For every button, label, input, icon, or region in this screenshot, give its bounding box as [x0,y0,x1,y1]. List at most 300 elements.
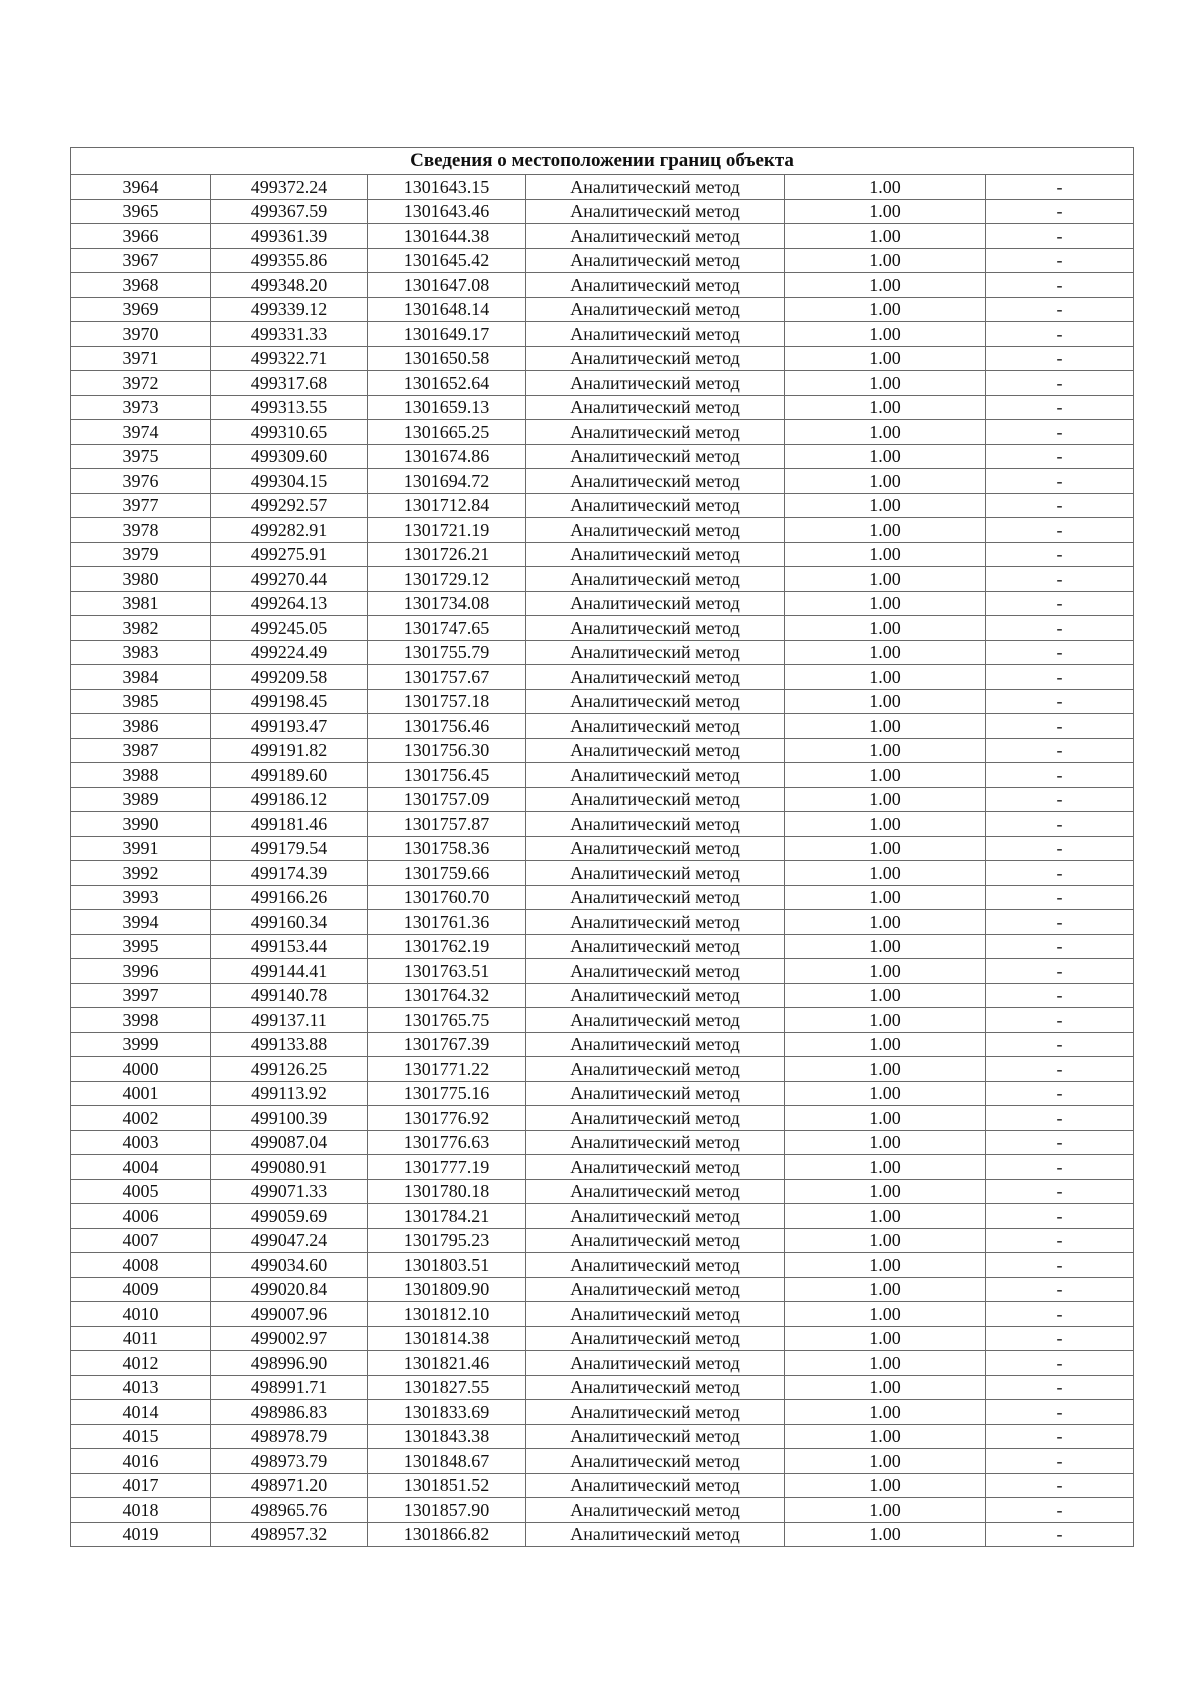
x-coordinate-cell: 499137.11 [211,1008,368,1033]
description-cell: - [986,1522,1134,1547]
point-number-cell: 3999 [71,1032,211,1057]
accuracy-cell: 1.00 [785,812,986,837]
x-coordinate-cell: 499355.86 [211,248,368,273]
description-cell: - [986,371,1134,396]
method-cell: Аналитический метод [526,640,785,665]
method-cell: Аналитический метод [526,763,785,788]
point-number-cell: 4012 [71,1351,211,1376]
description-cell: - [986,738,1134,763]
y-coordinate-cell: 1301784.21 [368,1204,526,1229]
description-cell: - [986,1326,1134,1351]
point-number-cell: 3987 [71,738,211,763]
method-cell: Аналитический метод [526,1081,785,1106]
point-number-cell: 3979 [71,542,211,567]
x-coordinate-cell: 498991.71 [211,1375,368,1400]
table-body [71,175,1134,1547]
accuracy-cell: 1.00 [785,248,986,273]
x-coordinate-cell: 499372.24 [211,175,368,200]
accuracy-cell: 1.00 [785,885,986,910]
description-cell: - [986,346,1134,371]
description-cell: - [986,273,1134,298]
method-cell: Аналитический метод [526,1400,785,1425]
table-row [71,542,1134,567]
x-coordinate-cell: 499100.39 [211,1106,368,1131]
point-number-cell: 4004 [71,1155,211,1180]
accuracy-cell: 1.00 [785,542,986,567]
x-coordinate-cell: 499367.59 [211,199,368,224]
description-cell: - [986,836,1134,861]
accuracy-cell: 1.00 [785,910,986,935]
point-number-cell: 3967 [71,248,211,273]
method-cell: Аналитический метод [526,1277,785,1302]
description-cell: - [986,444,1134,469]
x-coordinate-cell: 499275.91 [211,542,368,567]
point-number-cell: 3966 [71,224,211,249]
y-coordinate-cell: 1301756.45 [368,763,526,788]
description-cell: - [986,1473,1134,1498]
x-coordinate-cell: 499198.45 [211,689,368,714]
y-coordinate-cell: 1301780.18 [368,1179,526,1204]
point-number-cell: 3996 [71,959,211,984]
accuracy-cell: 1.00 [785,1277,986,1302]
method-cell: Аналитический метод [526,1008,785,1033]
table-row [71,518,1134,543]
point-number-cell: 4013 [71,1375,211,1400]
table-row [71,273,1134,298]
x-coordinate-cell: 499160.34 [211,910,368,935]
accuracy-cell: 1.00 [785,322,986,347]
method-cell: Аналитический метод [526,493,785,518]
table-row [71,1155,1134,1180]
y-coordinate-cell: 1301758.36 [368,836,526,861]
accuracy-cell: 1.00 [785,1179,986,1204]
y-coordinate-cell: 1301647.08 [368,273,526,298]
description-cell: - [986,1155,1134,1180]
accuracy-cell: 1.00 [785,861,986,886]
point-number-cell: 3976 [71,469,211,494]
accuracy-cell: 1.00 [785,1375,986,1400]
description-cell: - [986,861,1134,886]
method-cell: Аналитический метод [526,861,785,886]
accuracy-cell: 1.00 [785,1130,986,1155]
y-coordinate-cell: 1301756.46 [368,714,526,739]
x-coordinate-cell: 499080.91 [211,1155,368,1180]
y-coordinate-cell: 1301809.90 [368,1277,526,1302]
point-number-cell: 3983 [71,640,211,665]
accuracy-cell: 1.00 [785,273,986,298]
description-cell: - [986,322,1134,347]
table-row [71,640,1134,665]
table-row [71,1400,1134,1425]
x-coordinate-cell: 499191.82 [211,738,368,763]
accuracy-cell: 1.00 [785,567,986,592]
y-coordinate-cell: 1301760.70 [368,885,526,910]
method-cell: Аналитический метод [526,444,785,469]
accuracy-cell: 1.00 [785,934,986,959]
x-coordinate-cell: 499174.39 [211,861,368,886]
description-cell: - [986,493,1134,518]
point-number-cell: 3986 [71,714,211,739]
accuracy-cell: 1.00 [785,1302,986,1327]
point-number-cell: 3985 [71,689,211,714]
method-cell: Аналитический метод [526,248,785,273]
accuracy-cell: 1.00 [785,616,986,641]
table-row [71,493,1134,518]
y-coordinate-cell: 1301734.08 [368,591,526,616]
x-coordinate-cell: 499304.15 [211,469,368,494]
accuracy-cell: 1.00 [785,665,986,690]
description-cell: - [986,885,1134,910]
table-row [71,763,1134,788]
point-number-cell: 4010 [71,1302,211,1327]
table-row [71,1375,1134,1400]
table-row [71,665,1134,690]
y-coordinate-cell: 1301712.84 [368,493,526,518]
y-coordinate-cell: 1301674.86 [368,444,526,469]
accuracy-cell: 1.00 [785,1106,986,1131]
description-cell: - [986,1498,1134,1523]
method-cell: Аналитический метод [526,175,785,200]
table-row [71,885,1134,910]
accuracy-cell: 1.00 [785,444,986,469]
y-coordinate-cell: 1301848.67 [368,1449,526,1474]
method-cell: Аналитический метод [526,542,785,567]
accuracy-cell: 1.00 [785,1057,986,1082]
y-coordinate-cell: 1301652.64 [368,371,526,396]
method-cell: Аналитический метод [526,1032,785,1057]
description-cell: - [986,983,1134,1008]
point-number-cell: 4003 [71,1130,211,1155]
table-row [71,444,1134,469]
accuracy-cell: 1.00 [785,787,986,812]
point-number-cell: 4018 [71,1498,211,1523]
table-title: Сведения о местоположении границ объекта [71,148,1134,175]
accuracy-cell: 1.00 [785,983,986,1008]
description-cell: - [986,1204,1134,1229]
y-coordinate-cell: 1301857.90 [368,1498,526,1523]
x-coordinate-cell: 499189.60 [211,763,368,788]
point-number-cell: 4011 [71,1326,211,1351]
method-cell: Аналитический метод [526,1326,785,1351]
y-coordinate-cell: 1301759.66 [368,861,526,886]
method-cell: Аналитический метод [526,1449,785,1474]
point-number-cell: 3970 [71,322,211,347]
x-coordinate-cell: 498978.79 [211,1424,368,1449]
point-number-cell: 3998 [71,1008,211,1033]
y-coordinate-cell: 1301757.09 [368,787,526,812]
description-cell: - [986,469,1134,494]
table-row [71,861,1134,886]
table-row [71,1277,1134,1302]
y-coordinate-cell: 1301648.14 [368,297,526,322]
table-row [71,1204,1134,1229]
y-coordinate-cell: 1301814.38 [368,1326,526,1351]
method-cell: Аналитический метод [526,297,785,322]
description-cell: - [986,1130,1134,1155]
table-row [71,1326,1134,1351]
point-number-cell: 4015 [71,1424,211,1449]
y-coordinate-cell: 1301665.25 [368,420,526,445]
method-cell: Аналитический метод [526,1351,785,1376]
y-coordinate-cell: 1301765.75 [368,1008,526,1033]
table-row [71,616,1134,641]
point-number-cell: 3965 [71,199,211,224]
x-coordinate-cell: 499264.13 [211,591,368,616]
table-row [71,591,1134,616]
accuracy-cell: 1.00 [785,1008,986,1033]
accuracy-cell: 1.00 [785,836,986,861]
method-cell: Аналитический метод [526,1375,785,1400]
description-cell: - [986,224,1134,249]
x-coordinate-cell: 498957.32 [211,1522,368,1547]
point-number-cell: 3978 [71,518,211,543]
description-cell: - [986,542,1134,567]
table-row [71,1032,1134,1057]
point-number-cell: 4002 [71,1106,211,1131]
x-coordinate-cell: 498965.76 [211,1498,368,1523]
table-row [71,175,1134,200]
description-cell: - [986,1008,1134,1033]
point-number-cell: 3971 [71,346,211,371]
point-number-cell: 3988 [71,763,211,788]
table-row [71,297,1134,322]
method-cell: Аналитический метод [526,346,785,371]
x-coordinate-cell: 499193.47 [211,714,368,739]
x-coordinate-cell: 499071.33 [211,1179,368,1204]
table-row [71,371,1134,396]
method-cell: Аналитический метод [526,395,785,420]
accuracy-cell: 1.00 [785,1522,986,1547]
table-row [71,567,1134,592]
method-cell: Аналитический метод [526,885,785,910]
accuracy-cell: 1.00 [785,1449,986,1474]
method-cell: Аналитический метод [526,787,785,812]
method-cell: Аналитический метод [526,836,785,861]
accuracy-cell: 1.00 [785,1253,986,1278]
y-coordinate-cell: 1301729.12 [368,567,526,592]
method-cell: Аналитический метод [526,689,785,714]
description-cell: - [986,1253,1134,1278]
method-cell: Аналитический метод [526,567,785,592]
point-number-cell: 3989 [71,787,211,812]
x-coordinate-cell: 499153.44 [211,934,368,959]
description-cell: - [986,616,1134,641]
y-coordinate-cell: 1301761.36 [368,910,526,935]
table-row [71,1228,1134,1253]
x-coordinate-cell: 498973.79 [211,1449,368,1474]
y-coordinate-cell: 1301776.63 [368,1130,526,1155]
accuracy-cell: 1.00 [785,395,986,420]
table-row [71,910,1134,935]
method-cell: Аналитический метод [526,1473,785,1498]
description-cell: - [986,1302,1134,1327]
accuracy-cell: 1.00 [785,1204,986,1229]
method-cell: Аналитический метод [526,812,785,837]
description-cell: - [986,934,1134,959]
x-coordinate-cell: 499126.25 [211,1057,368,1082]
table-row [71,1008,1134,1033]
point-number-cell: 3977 [71,493,211,518]
y-coordinate-cell: 1301726.21 [368,542,526,567]
method-cell: Аналитический метод [526,714,785,739]
y-coordinate-cell: 1301767.39 [368,1032,526,1057]
x-coordinate-cell: 498986.83 [211,1400,368,1425]
point-number-cell: 3968 [71,273,211,298]
method-cell: Аналитический метод [526,910,785,935]
y-coordinate-cell: 1301755.79 [368,640,526,665]
description-cell: - [986,689,1134,714]
x-coordinate-cell: 499034.60 [211,1253,368,1278]
description-cell: - [986,199,1134,224]
accuracy-cell: 1.00 [785,224,986,249]
x-coordinate-cell: 499317.68 [211,371,368,396]
table-row [71,1498,1134,1523]
x-coordinate-cell: 499245.05 [211,616,368,641]
description-cell: - [986,763,1134,788]
y-coordinate-cell: 1301777.19 [368,1155,526,1180]
y-coordinate-cell: 1301812.10 [368,1302,526,1327]
table-row [71,1081,1134,1106]
x-coordinate-cell: 499348.20 [211,273,368,298]
point-number-cell: 3972 [71,371,211,396]
table-row [71,224,1134,249]
method-cell: Аналитический метод [526,1057,785,1082]
point-number-cell: 3990 [71,812,211,837]
x-coordinate-cell: 499270.44 [211,567,368,592]
accuracy-cell: 1.00 [785,591,986,616]
point-number-cell: 3991 [71,836,211,861]
x-coordinate-cell: 499087.04 [211,1130,368,1155]
y-coordinate-cell: 1301866.82 [368,1522,526,1547]
table-row [71,346,1134,371]
y-coordinate-cell: 1301827.55 [368,1375,526,1400]
x-coordinate-cell: 499002.97 [211,1326,368,1351]
accuracy-cell: 1.00 [785,640,986,665]
x-coordinate-cell: 498971.20 [211,1473,368,1498]
method-cell: Аналитический метод [526,420,785,445]
y-coordinate-cell: 1301763.51 [368,959,526,984]
method-cell: Аналитический метод [526,322,785,347]
method-cell: Аналитический метод [526,1130,785,1155]
point-number-cell: 4017 [71,1473,211,1498]
point-number-cell: 3997 [71,983,211,1008]
accuracy-cell: 1.00 [785,1228,986,1253]
y-coordinate-cell: 1301775.16 [368,1081,526,1106]
description-cell: - [986,1179,1134,1204]
table-row [71,1424,1134,1449]
description-cell: - [986,420,1134,445]
accuracy-cell: 1.00 [785,1081,986,1106]
x-coordinate-cell: 499313.55 [211,395,368,420]
point-number-cell: 4019 [71,1522,211,1547]
y-coordinate-cell: 1301644.38 [368,224,526,249]
table-row [71,1106,1134,1131]
method-cell: Аналитический метод [526,1498,785,1523]
accuracy-cell: 1.00 [785,469,986,494]
accuracy-cell: 1.00 [785,1032,986,1057]
description-cell: - [986,1400,1134,1425]
description-cell: - [986,1228,1134,1253]
description-cell: - [986,1449,1134,1474]
y-coordinate-cell: 1301694.72 [368,469,526,494]
method-cell: Аналитический метод [526,1522,785,1547]
description-cell: - [986,1424,1134,1449]
table-row [71,1057,1134,1082]
method-cell: Аналитический метод [526,1155,785,1180]
accuracy-cell: 1.00 [785,420,986,445]
description-cell: - [986,640,1134,665]
table-row [71,738,1134,763]
x-coordinate-cell: 499179.54 [211,836,368,861]
accuracy-cell: 1.00 [785,1473,986,1498]
point-number-cell: 3980 [71,567,211,592]
table-row [71,469,1134,494]
x-coordinate-cell: 499181.46 [211,812,368,837]
y-coordinate-cell: 1301776.92 [368,1106,526,1131]
table-row [71,1449,1134,1474]
x-coordinate-cell: 499059.69 [211,1204,368,1229]
accuracy-cell: 1.00 [785,1326,986,1351]
method-cell: Аналитический метод [526,591,785,616]
table-row [71,395,1134,420]
y-coordinate-cell: 1301803.51 [368,1253,526,1278]
y-coordinate-cell: 1301843.38 [368,1424,526,1449]
description-cell: - [986,787,1134,812]
accuracy-cell: 1.00 [785,175,986,200]
description-cell: - [986,1375,1134,1400]
x-coordinate-cell: 499113.92 [211,1081,368,1106]
point-number-cell: 4009 [71,1277,211,1302]
point-number-cell: 4005 [71,1179,211,1204]
y-coordinate-cell: 1301833.69 [368,1400,526,1425]
method-cell: Аналитический метод [526,738,785,763]
x-coordinate-cell: 499292.57 [211,493,368,518]
table-row [71,420,1134,445]
x-coordinate-cell: 499007.96 [211,1302,368,1327]
y-coordinate-cell: 1301757.87 [368,812,526,837]
table-row [71,1302,1134,1327]
table-row [71,1130,1134,1155]
method-cell: Аналитический метод [526,665,785,690]
y-coordinate-cell: 1301764.32 [368,983,526,1008]
description-cell: - [986,1032,1134,1057]
y-coordinate-cell: 1301851.52 [368,1473,526,1498]
description-cell: - [986,1351,1134,1376]
x-coordinate-cell: 499331.33 [211,322,368,347]
method-cell: Аналитический метод [526,273,785,298]
x-coordinate-cell: 499209.58 [211,665,368,690]
description-cell: - [986,297,1134,322]
x-coordinate-cell: 498996.90 [211,1351,368,1376]
y-coordinate-cell: 1301659.13 [368,395,526,420]
y-coordinate-cell: 1301795.23 [368,1228,526,1253]
method-cell: Аналитический метод [526,1179,785,1204]
point-number-cell: 3995 [71,934,211,959]
table-row [71,714,1134,739]
y-coordinate-cell: 1301757.67 [368,665,526,690]
point-number-cell: 3993 [71,885,211,910]
accuracy-cell: 1.00 [785,1498,986,1523]
accuracy-cell: 1.00 [785,959,986,984]
description-cell: - [986,248,1134,273]
point-number-cell: 4008 [71,1253,211,1278]
description-cell: - [986,812,1134,837]
accuracy-cell: 1.00 [785,1424,986,1449]
x-coordinate-cell: 499282.91 [211,518,368,543]
accuracy-cell: 1.00 [785,518,986,543]
y-coordinate-cell: 1301771.22 [368,1057,526,1082]
point-number-cell: 4014 [71,1400,211,1425]
